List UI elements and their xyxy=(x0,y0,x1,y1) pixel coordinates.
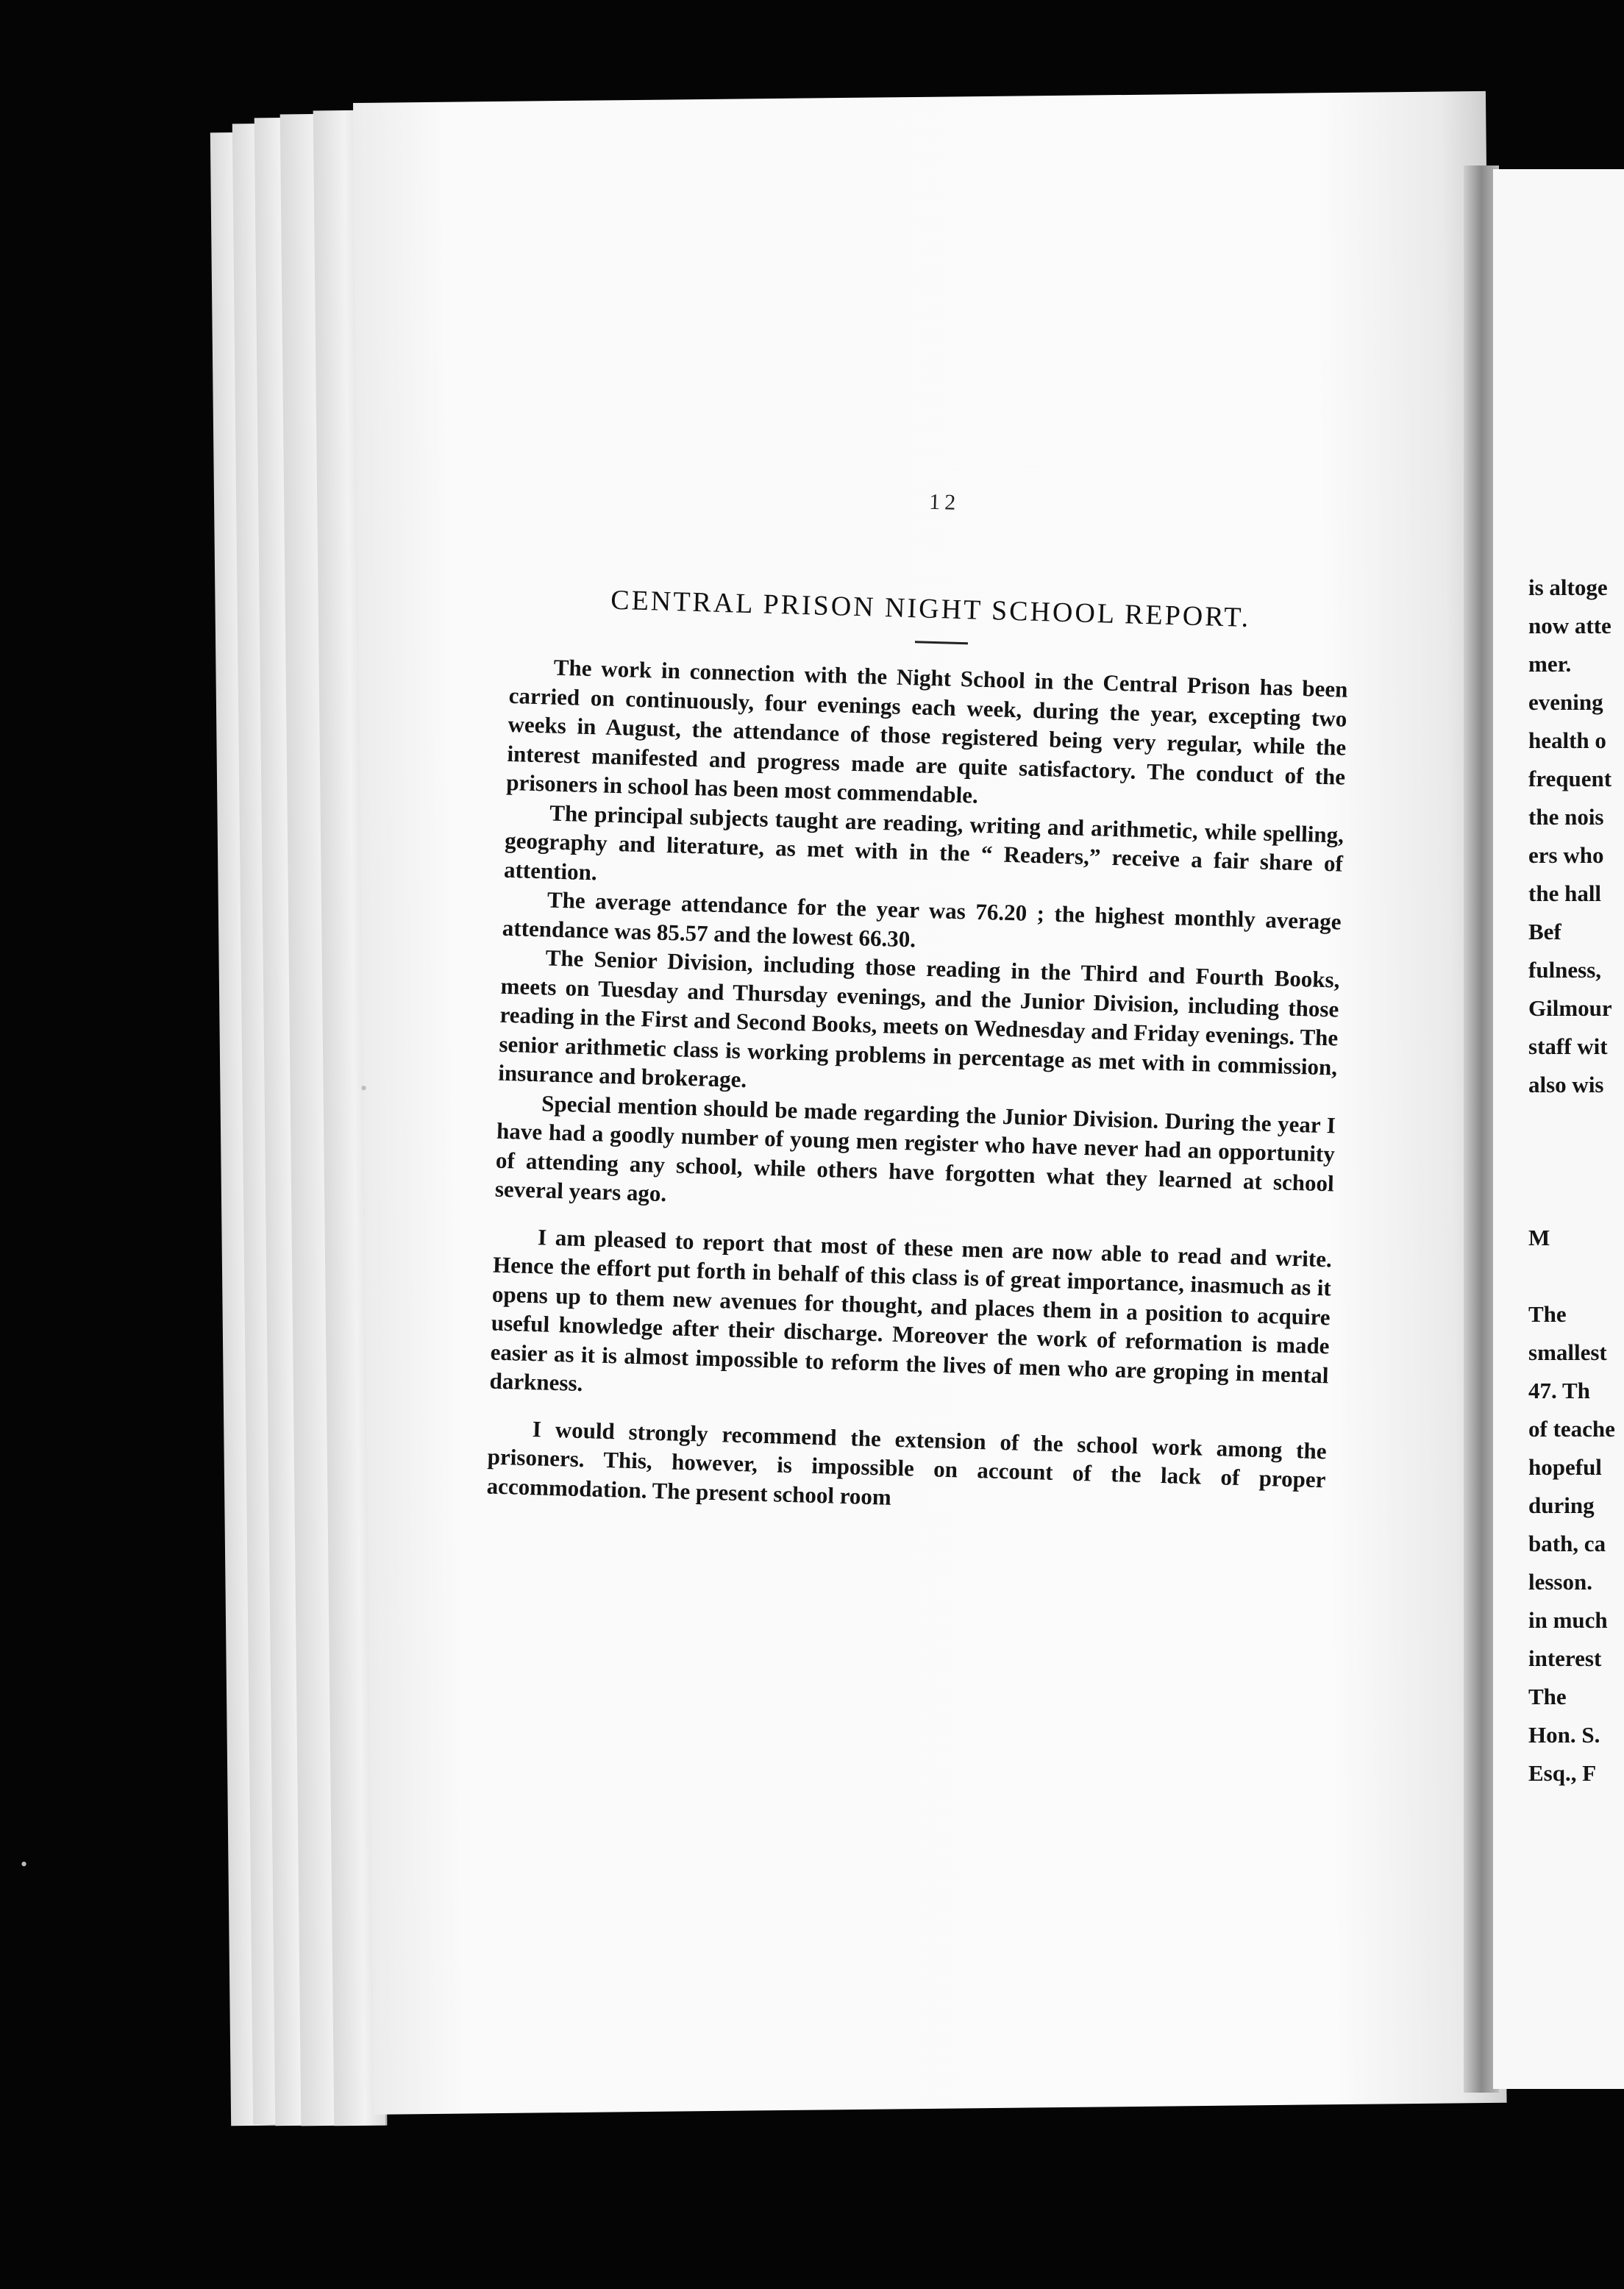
paragraph: Special mention should be made regarding the Junior Division. During the year I have had a goodly number of young men register who have never had an opportunity of attending any school, while others have forgotten what they learned at school several years ago. xyxy=(494,1089,1336,1207)
right-page-line: now atte xyxy=(1528,613,1611,638)
page-number: 12 xyxy=(928,489,961,515)
scan-speck: • xyxy=(21,1854,28,1875)
right-page-line: M xyxy=(1528,1225,1550,1250)
right-page-line: of teache xyxy=(1528,1416,1615,1442)
right-page-line: fulness, xyxy=(1528,957,1602,983)
scan-speck: • xyxy=(360,1078,368,1099)
right-page-line: The xyxy=(1528,1684,1567,1709)
paragraph: The Senior Division, including those reading in the Third and Fourth Books, meets on Tuesday and Thursday evenings, and the Junior Division, including those reading in the First and Second Books, meets on Wednesday and Friday evenings. The senior arithmetic class is working problems in percentage as met with in commission, insurance and brokerage. xyxy=(497,944,1340,1093)
right-page-line: The xyxy=(1528,1301,1567,1327)
right-page-line: evening xyxy=(1528,689,1603,715)
right-page-line: health o xyxy=(1528,727,1606,753)
right-page-line xyxy=(1528,1142,1624,1181)
right-page-line: during xyxy=(1528,1492,1595,1518)
right-page-line: hopeful xyxy=(1528,1454,1602,1480)
right-page-line: Esq., F xyxy=(1528,1760,1597,1786)
report-body xyxy=(486,652,1348,1523)
right-page-line: is altoge xyxy=(1528,574,1608,600)
right-page-line: also wis xyxy=(1528,1072,1604,1097)
right-page-text xyxy=(1528,569,1624,1793)
paragraph: I am pleased to report that most of these men are now able to read and write. Hence the effort put forth in behalf of this class is of great importance, inasmuch as it opens up to them new avenues for thought, and places them in a position to acquire useful knowledge after their discharge. Moreover the work of reformation is made easier as it is almost impossible to reform the lives of men who are groping in mental darkness. xyxy=(489,1223,1333,1397)
paragraph: The principal subjects taught are reading, writing and arithmetic, while spelling, geography and literature, as met with in the “ Readers,” receive a fair share of attention. xyxy=(503,800,1345,885)
right-page-line xyxy=(1528,1257,1624,1295)
right-page-line: mer. xyxy=(1528,651,1572,677)
right-page-line xyxy=(1528,1181,1624,1219)
right-page-line: bath, ca xyxy=(1528,1531,1606,1556)
right-page-line: frequent xyxy=(1528,766,1612,791)
right-page-line: the nois xyxy=(1528,804,1604,830)
paragraph: The work in connection with the Night School in the Central Prison has been carried on continuously, four evenings each week, during the year, excepting two weeks in August, the attendance of those registered being very regular, while the interest manifested and progress made are quite satisfactory. The conduct of the prisoners in school has been most commendable. xyxy=(505,654,1348,808)
right-page-line: Gilmour xyxy=(1528,995,1612,1021)
right-page-line: Bef xyxy=(1528,919,1561,944)
paragraph: The average attendance for the year was 76.20 ; the highest monthly average attendance was 85.57 and the lowest 66.30. xyxy=(502,886,1342,952)
right-page-line xyxy=(1528,1104,1624,1142)
right-page-line: smallest xyxy=(1528,1339,1607,1365)
right-page-line: in much xyxy=(1528,1607,1608,1633)
right-page-line: lesson. xyxy=(1528,1569,1592,1595)
right-page-line: the hall xyxy=(1528,880,1602,906)
paragraph: I would strongly recommend the extension of the school work among the prisoners. This, however, is impossible on account of the lack of proper accommodation. The present school room xyxy=(486,1415,1327,1510)
page-title: CENTRAL PRISON NIGHT SCHOOL REPORT. xyxy=(610,584,1251,633)
right-page-line: ers who xyxy=(1528,842,1604,868)
right-page-line: interest xyxy=(1528,1645,1602,1671)
right-page-line: staff wit xyxy=(1528,1033,1608,1059)
right-page-line: Hon. S. xyxy=(1528,1722,1600,1748)
right-page-line: 47. Th xyxy=(1528,1378,1590,1403)
